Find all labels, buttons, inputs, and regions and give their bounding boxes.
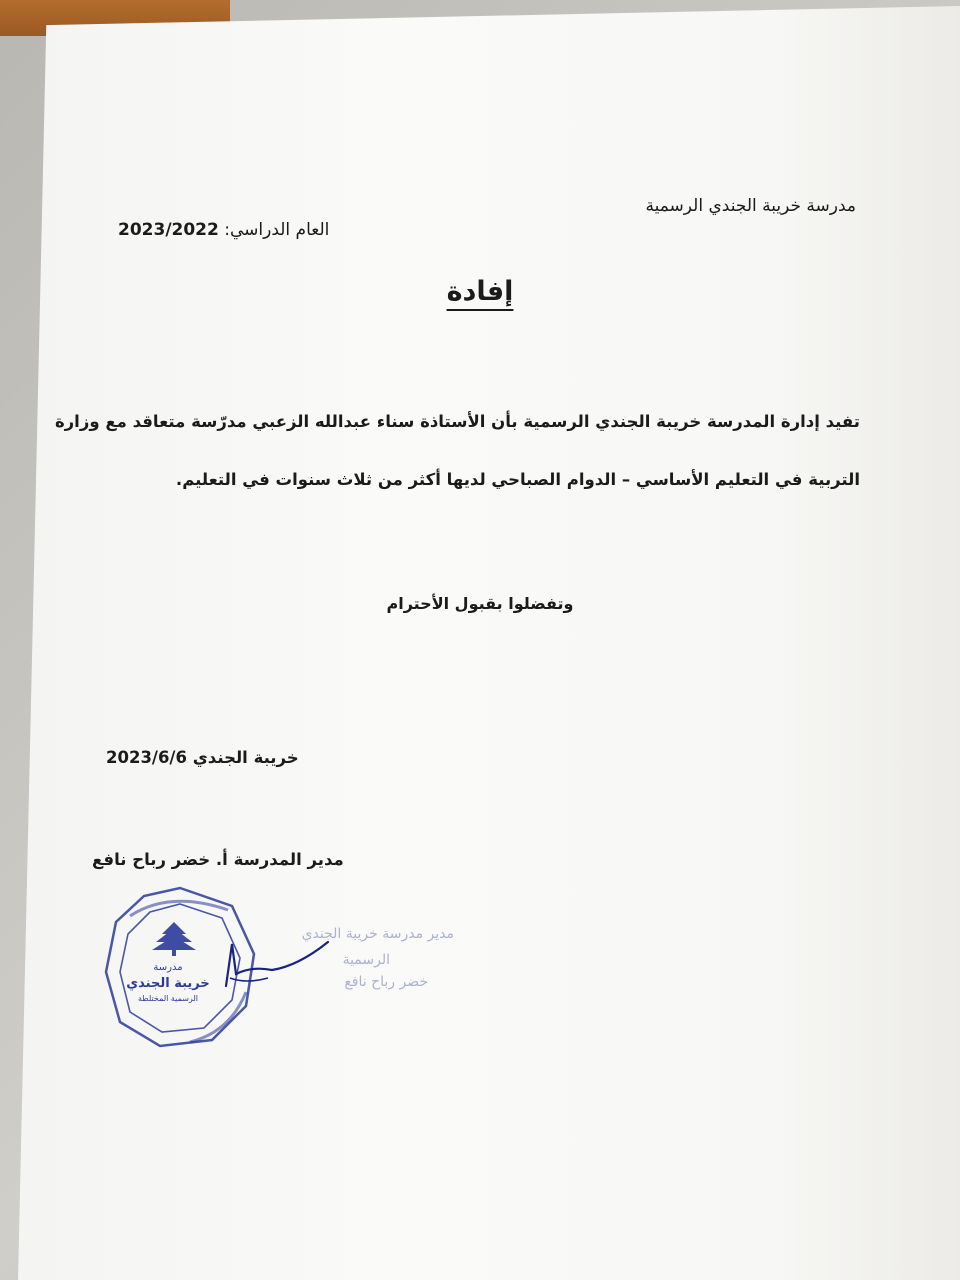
place: خريبة الجندي	[192, 748, 299, 767]
academic-year-label: العام الدراسي:	[224, 220, 330, 240]
body-line-2: التربية في التعليم الأساسي – الدوام الصباحي لديها أكثر من ثلاث سنوات في التعليم.	[175, 470, 860, 489]
academic-year-value: 2023/2022	[118, 220, 219, 240]
director-line: مدير المدرسة أ. خضر رباح نافع	[92, 850, 344, 869]
stamp-line-2: خريبة الجندي	[126, 976, 210, 991]
academic-year	[118, 220, 329, 240]
faint-stamp-line-2: الرسمية	[342, 952, 390, 968]
body-line-1: تفيد إدارة المدرسة خريبة الجندي الرسمية بأن الأستاذة سناء عبدالله الزعبي مدرّسة متعاقد مع وزارة	[54, 412, 860, 431]
school-name: مدرسة خريبة الجندي الرسمية	[645, 196, 856, 216]
cedar-icon	[152, 922, 196, 956]
closing-line: وتفضلوا بقبول الأحترام	[386, 594, 574, 613]
date: 2023/6/6	[106, 748, 187, 767]
faint-stamp-line-3: خضر رباح نافع	[344, 974, 428, 990]
place-and-date	[106, 748, 299, 767]
stamp-line-3: الرسمية المختلطة	[137, 994, 198, 1003]
document-title: إفادة	[446, 276, 514, 307]
stamp-line-1: مدرسة	[153, 962, 183, 973]
faint-stamp-line-1: مدير مدرسة خريبة الجندي	[301, 926, 454, 942]
